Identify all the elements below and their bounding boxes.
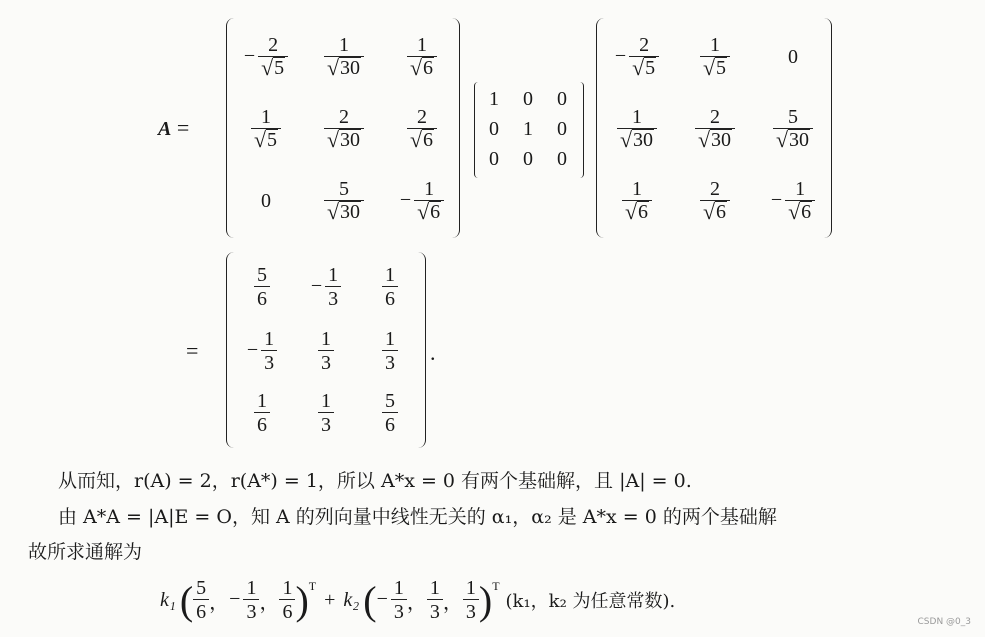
denominator: √ 30 (324, 200, 364, 225)
denominator: √ 6 (407, 128, 437, 153)
denominator: √ 30 (617, 128, 657, 153)
sqrt-icon: √ (261, 54, 274, 80)
numerator: 1 (429, 576, 440, 599)
numerator: 5 (385, 389, 395, 412)
numerator: 1 (424, 177, 435, 200)
denominator: 3 (463, 599, 479, 624)
matrix-cell (309, 96, 379, 162)
denominator: 3 (318, 350, 334, 375)
matrix-cell (679, 168, 751, 234)
denominator: √ 5 (251, 128, 281, 153)
matrix-cell (757, 24, 829, 90)
matrix-cell (309, 168, 379, 234)
coefficient-k2: k₂ (343, 588, 360, 611)
sqrt-icon: √ (417, 198, 430, 224)
text-line-basis (58, 502, 777, 529)
fraction (617, 106, 657, 153)
numerator: 2 (268, 33, 279, 56)
denominator: 6 (382, 412, 398, 437)
matrix-cell (359, 382, 421, 444)
numerator: 2 (709, 105, 720, 128)
transpose-mark: T (308, 578, 317, 593)
watermark: CSDN @0_3 (917, 617, 971, 627)
denominator: 3 (427, 599, 443, 624)
matrix-cell: 0 (489, 147, 499, 170)
fraction (318, 328, 334, 375)
fraction (324, 178, 364, 225)
fraction (622, 178, 652, 225)
matrix-cell (309, 24, 379, 90)
fraction (407, 106, 437, 153)
matrix-cell (601, 96, 673, 162)
denominator: √ 5 (258, 56, 288, 81)
minus-sign: − (399, 188, 412, 211)
denominator: √ 30 (773, 128, 813, 153)
sqrt-icon: √ (253, 126, 267, 152)
numerator: 2 (338, 105, 349, 128)
denominator: 6 (279, 599, 295, 624)
numerator: 1 (321, 327, 331, 350)
sqrt-icon: √ (326, 54, 340, 80)
denominator: √ 6 (622, 200, 652, 225)
fraction (251, 106, 281, 153)
result-period: . (430, 340, 436, 365)
second-equals: = (186, 338, 199, 363)
fraction (771, 178, 815, 225)
matrix-cell (231, 24, 301, 90)
matrix-cell (757, 96, 829, 162)
matrix-cell (231, 96, 301, 162)
numerator: 1 (709, 33, 720, 56)
line1-text: 从而知，r(A) = 2，r(A*) = 1，所以 A*x = 0 有两个基础解，且 |A| = 0. (58, 470, 692, 492)
coefficient-k1: k₁ (160, 588, 176, 611)
fraction (279, 577, 295, 624)
numerator: 2 (709, 177, 720, 200)
numerator: 2 (416, 105, 427, 128)
matrix-cell (359, 256, 421, 318)
matrix-cell (679, 96, 751, 162)
sqrt-icon: √ (409, 54, 423, 80)
matrix-cell: 0 (523, 147, 533, 170)
sqrt-icon: √ (775, 126, 789, 152)
matrix-cell (231, 256, 293, 318)
denominator: √ 6 (700, 200, 730, 225)
matrix-cell: 0 (523, 87, 533, 110)
fraction (311, 264, 341, 311)
matrix-cell (231, 168, 301, 234)
numerator: 1 (385, 327, 395, 350)
constant-note: (k₁，k₂ 为任意常数). (505, 591, 676, 612)
matrix-U-transpose (596, 18, 832, 238)
left-paren: ( (363, 577, 377, 623)
fraction (407, 34, 437, 81)
fraction (615, 34, 659, 81)
numerator: 1 (321, 389, 331, 412)
matrix-cell (757, 168, 829, 234)
numerator: 1 (338, 33, 349, 56)
denominator: 3 (318, 412, 334, 437)
matrix-U (226, 18, 460, 238)
denominator: √ 6 (414, 200, 444, 225)
plus-sign: + (324, 588, 336, 611)
matrix-cell (231, 320, 293, 382)
minus-sign: − (770, 188, 783, 211)
fraction: 0 (261, 189, 271, 212)
matrix-cell (387, 24, 457, 90)
denominator: √ 30 (324, 56, 364, 81)
sqrt-icon: √ (788, 198, 801, 224)
matrix-cell: 0 (557, 147, 567, 170)
fraction (254, 390, 270, 437)
text-line-general-solution-intro (28, 537, 142, 564)
numerator: 5 (257, 263, 267, 286)
matrix-cell (601, 168, 673, 234)
fraction: 0 (788, 45, 798, 68)
text-line-rank (58, 466, 692, 493)
fraction (382, 328, 398, 375)
sqrt-icon: √ (632, 54, 645, 80)
matrix-cell (679, 24, 751, 90)
sqrt-icon: √ (702, 198, 716, 224)
comma: ， (209, 591, 230, 614)
denominator: 3 (391, 599, 407, 624)
denominator: √ 6 (785, 200, 815, 225)
denominator: 6 (193, 599, 209, 624)
row-vector (363, 577, 499, 624)
numerator: 1 (264, 327, 275, 350)
numerator: 1 (416, 33, 427, 56)
fraction (700, 178, 730, 225)
numerator: 1 (257, 389, 267, 412)
numerator: 5 (196, 576, 207, 599)
matrix-cell (295, 320, 357, 382)
sqrt-icon: √ (326, 198, 340, 224)
minus-sign: − (310, 274, 323, 297)
numerator: 1 (393, 576, 404, 599)
denominator: √ 30 (324, 128, 364, 153)
fraction (377, 577, 407, 624)
fraction (318, 390, 334, 437)
minus-sign: − (614, 44, 627, 67)
sqrt-icon: √ (702, 54, 716, 80)
denominator: 6 (254, 286, 270, 311)
denominator: 3 (261, 350, 277, 375)
fraction (400, 178, 444, 225)
matrix-cell (387, 96, 457, 162)
matrix-cell (231, 382, 293, 444)
sqrt-icon: √ (619, 126, 633, 152)
numerator: 1 (465, 576, 476, 599)
matrix-cell: 0 (489, 117, 499, 140)
matrix-symbol-A: A (158, 118, 172, 140)
comma: ， (442, 591, 463, 614)
line2-text: 由 A*A = |A|E = O，知 A 的列向量中线性无关的 α₁，α₂ 是 A*x = 0 的两个基础解 (58, 506, 777, 528)
matrix-cell (295, 256, 357, 318)
minus-sign: − (246, 338, 259, 361)
right-paren: ) (478, 577, 493, 623)
fraction (773, 106, 813, 153)
minus-sign: − (229, 587, 241, 610)
lhs-A-equals (158, 115, 189, 141)
sqrt-icon: √ (624, 198, 638, 224)
matrix-cell (295, 382, 357, 444)
fraction (463, 577, 479, 624)
matrix-cell (359, 320, 421, 382)
left-paren: ( (179, 577, 194, 623)
numerator: 2 (639, 33, 650, 56)
numerator: 1 (795, 177, 806, 200)
fraction (700, 34, 730, 81)
fraction (229, 577, 259, 624)
denominator: √ 5 (700, 56, 730, 81)
right-paren: ) (295, 577, 309, 623)
general-solution-formula (160, 570, 675, 630)
fraction (254, 264, 270, 311)
transpose-mark: T (492, 578, 500, 593)
fraction (324, 106, 364, 153)
fraction (695, 106, 735, 153)
matrix-diagonal (474, 82, 584, 178)
sqrt-icon: √ (697, 126, 711, 152)
sqrt-icon: √ (409, 126, 423, 152)
denominator: √ 5 (629, 56, 659, 81)
numerator: 1 (328, 263, 339, 286)
minus-sign: − (376, 587, 388, 610)
denominator: √ 6 (407, 56, 437, 81)
sqrt-icon: √ (326, 126, 340, 152)
line3-text: 故所求通解为 (28, 541, 143, 563)
matrix-cell: 0 (557, 87, 567, 110)
fraction (244, 34, 288, 81)
denominator: √ 30 (695, 128, 735, 153)
denominator: 3 (382, 350, 398, 375)
row-vector (180, 577, 316, 624)
matrix-cell: 0 (557, 117, 567, 140)
equals-sign: = (176, 115, 190, 140)
matrix-cell (387, 168, 457, 234)
fraction (382, 390, 398, 437)
denominator: 3 (325, 286, 341, 311)
matrix-cell: 1 (523, 117, 533, 140)
fraction (382, 264, 398, 311)
fraction (193, 577, 209, 624)
matrix-cell: 1 (489, 87, 499, 110)
fraction (324, 34, 364, 81)
numerator: 1 (282, 576, 293, 599)
comma: ， (406, 591, 427, 614)
denominator: 3 (243, 599, 259, 624)
denominator: 6 (254, 412, 270, 437)
minus-sign: − (243, 44, 256, 67)
matrix-cell (601, 24, 673, 90)
matrix-result (226, 252, 426, 448)
numerator: 1 (631, 105, 642, 128)
numerator: 1 (260, 105, 271, 128)
numerator: 1 (246, 576, 257, 599)
numerator: 1 (385, 263, 395, 286)
numerator: 1 (631, 177, 642, 200)
fraction (427, 577, 443, 624)
denominator: 6 (382, 286, 398, 311)
numerator: 5 (338, 177, 349, 200)
comma: ， (259, 591, 280, 614)
fraction (247, 328, 277, 375)
numerator: 5 (787, 105, 798, 128)
